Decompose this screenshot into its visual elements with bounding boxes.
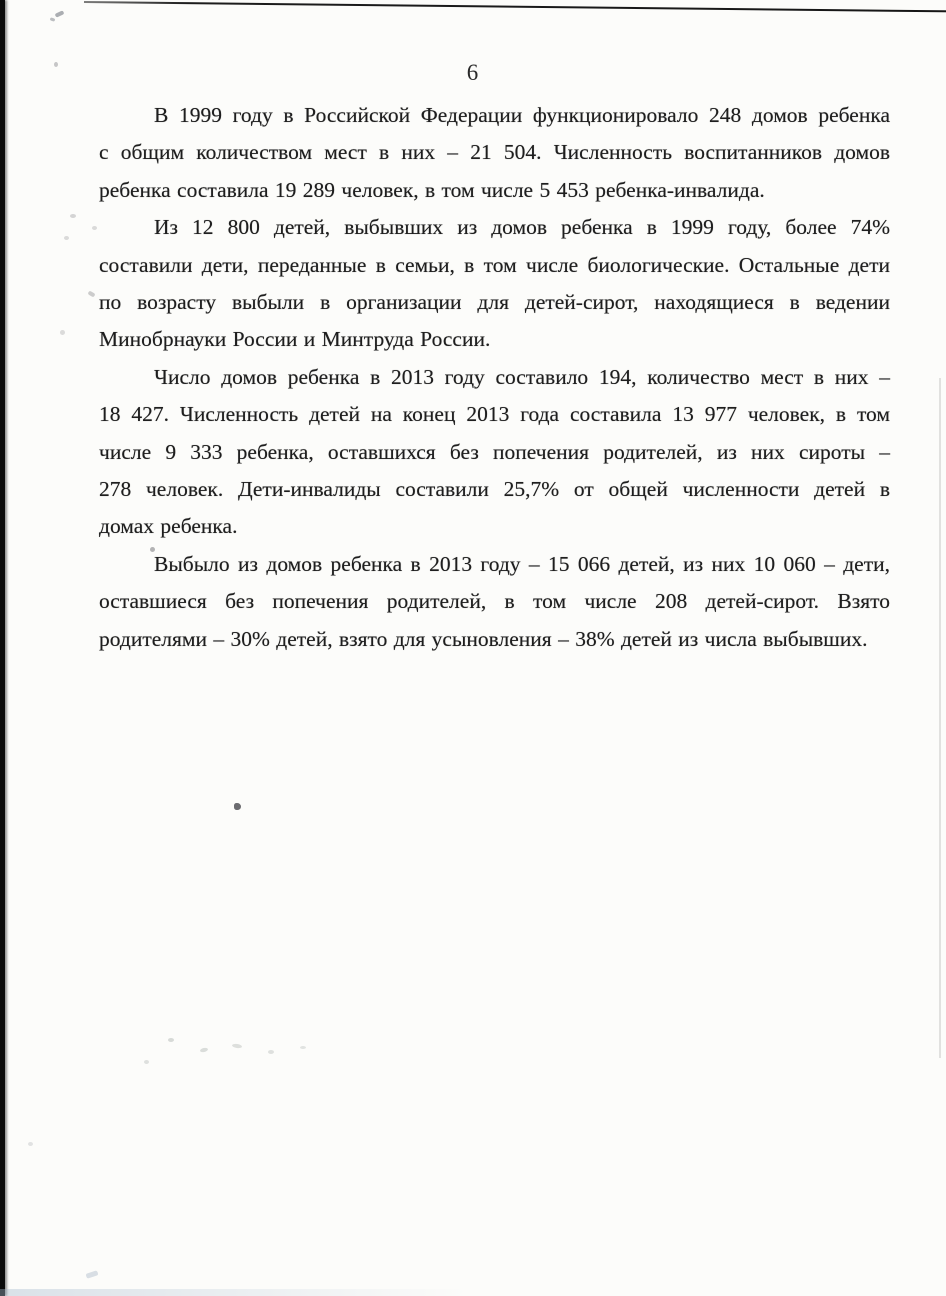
text-line: 18 427. Численность детей на конец 2013 года составила 13 977 человек, в том bbox=[99, 402, 890, 427]
scan-speck bbox=[64, 236, 69, 240]
paragraph-2013-outflow bbox=[99, 546, 890, 658]
scan-speck bbox=[268, 1050, 274, 1054]
scan-edge-left bbox=[0, 0, 5, 1296]
scan-speck bbox=[144, 1060, 149, 1064]
text-line: составили дети, переданные в семьи, в том числе биологические. Остальные дети bbox=[99, 252, 890, 277]
text-line: В 1999 году в Российской Федерации функционировало 248 домов ребенка bbox=[154, 103, 890, 127]
text-line: ребенка составила 19 289 человек, в том числе 5 453 ребенка-инвалида. bbox=[99, 177, 765, 202]
scan-fold-line-right bbox=[939, 378, 941, 1058]
scan-speck bbox=[234, 803, 241, 810]
scan-speck bbox=[87, 291, 95, 298]
text-line: числе 9 333 ребенка, оставшихся без попечения родителей, из них сироты – bbox=[99, 439, 890, 464]
scan-speck bbox=[150, 547, 155, 552]
scan-speck bbox=[232, 1043, 242, 1048]
scan-speck bbox=[92, 226, 97, 230]
paragraph-1999-outflow bbox=[99, 209, 890, 359]
text-line: родителями – 30% детей, взято для усыновления – 38% детей из числа выбывших. bbox=[99, 626, 868, 651]
scan-speck bbox=[168, 1038, 174, 1042]
text-line: Выбыло из домов ребенка в 2013 году – 15 066 детей, из них 10 060 – дети, bbox=[154, 551, 890, 576]
page-number: 6 bbox=[466, 60, 480, 85]
text-line: с общим количеством мест в них – 21 504. Численность воспитанников домов bbox=[99, 140, 890, 165]
paragraph-2013-overview bbox=[99, 359, 890, 546]
scan-edge-top bbox=[84, 1, 946, 13]
text-line: Минобрнауки России и Минтруда России. bbox=[99, 327, 491, 352]
document-body bbox=[99, 97, 890, 658]
scan-speck bbox=[86, 1270, 99, 1278]
scan-speck bbox=[300, 1046, 306, 1049]
scan-speck bbox=[70, 214, 76, 218]
scan-speck bbox=[60, 330, 65, 335]
text-line: оставшиеся без попечения родителей, в том числе 208 детей-сирот. Взято bbox=[99, 589, 890, 614]
scan-speck bbox=[28, 1142, 33, 1146]
scan-band-bottom bbox=[0, 1289, 470, 1296]
text-line: по возрасту выбыли в организации для детей-сирот, находящиеся в ведении bbox=[99, 290, 890, 315]
scan-speck bbox=[54, 62, 58, 67]
scan-speck bbox=[55, 10, 65, 17]
paragraph-1999-overview bbox=[99, 97, 890, 209]
scan-speck bbox=[200, 1047, 209, 1053]
scan-speck bbox=[50, 17, 56, 22]
text-line: Число домов ребенка в 2013 году составило 194, количество мест в них – bbox=[154, 364, 890, 389]
text-line: Из 12 800 детей, выбывших из домов ребенка в 1999 году, более 74% bbox=[154, 215, 890, 240]
text-line: домах ребенка. bbox=[99, 514, 238, 539]
text-line: 278 человек. Дети-инвалиды составили 25,7% от общей численности детей в bbox=[99, 477, 890, 502]
